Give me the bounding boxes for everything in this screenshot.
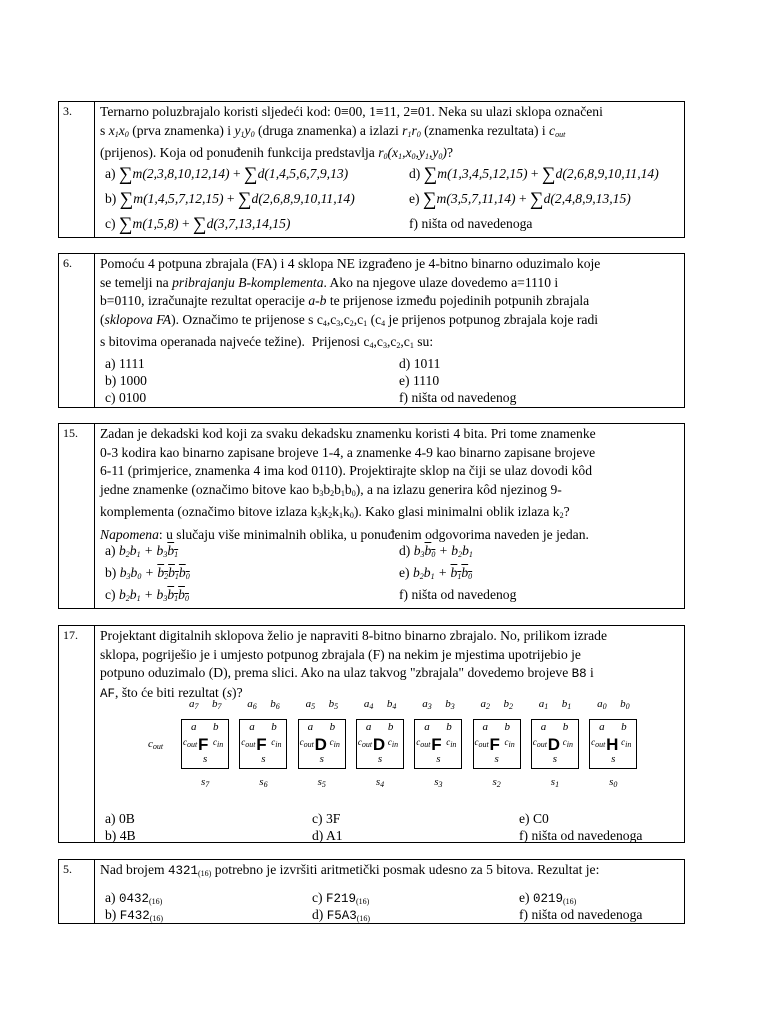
option-d[interactable]: d) 1011 (399, 356, 441, 371)
option-a[interactable]: a) $b_2b_1 + b_3b_1$ (105, 543, 179, 559)
option-b[interactable]: b) 1000 (105, 373, 147, 388)
pin-b2: $b_2$ (503, 698, 513, 711)
text-line: AF, što će biti rezultat (s)? (100, 684, 243, 701)
option-a[interactable]: a) 0B (105, 811, 135, 826)
option-c[interactable]: c) 0100 (105, 390, 147, 405)
option-c[interactable]: c) 3F (312, 811, 341, 826)
pin-a6: $a_6$ (247, 698, 257, 711)
question-5 (58, 859, 685, 924)
pin-b3: $b_3$ (445, 698, 455, 711)
adder-diagram (145, 698, 685, 798)
text-line: b=0110, izračunajte rezultat operacije a-b te prijenose između pojedinih potpunih zbrajala (100, 293, 590, 309)
pin-b7: $b_7$ (212, 698, 222, 711)
block-type-label: F (431, 735, 442, 754)
block-type-label: D (372, 735, 386, 754)
question-text (95, 254, 684, 356)
question-text (95, 626, 684, 703)
adder-block-6: a b $c_{out}$ $c_{in}$ s F (239, 719, 287, 769)
pin-b4: $b_4$ (386, 698, 397, 711)
text-line: se temelji na pribrajanju B-komplementa. Ako na njegove ulaze dovedemo a=1110 i (100, 274, 559, 290)
cout-label: $c_{out}$ (148, 738, 164, 751)
option-e[interactable]: e) 1110 (399, 373, 440, 388)
text-line: Napomena: u slučaju više minimalnih oblika, u ponuđenim odgovorima naveden je jedan. (100, 526, 589, 542)
pin-b0: $b_0$ (620, 698, 630, 711)
option-f[interactable]: f) ništa od navedenoga (519, 907, 643, 922)
text-line: s $x_1x_0$ (prva znamenka) i $y_1y_0$ (druga znamenka) a izlazi $r_1r_0$ (znamenka rezultata) i $c_{out}$ (100, 122, 566, 139)
option-f[interactable]: f) ništa od navedenog (399, 390, 517, 405)
option-a[interactable]: a) 1111 (105, 356, 145, 371)
option-e[interactable]: e) $0219_{(16)}$ (519, 890, 577, 906)
adder-block-4: a b $c_{out}$ $c_{in}$ s D (356, 719, 404, 769)
pin-s6: $s_6$ (259, 776, 268, 789)
pin-a3: $a_3$ (422, 698, 432, 711)
question-number: 5. (59, 860, 95, 923)
block-type-label: H (606, 735, 619, 754)
option-e[interactable]: e) C0 (519, 811, 549, 826)
adder-block-7: a b $c_{out}$ $c_{in}$ s F (181, 719, 229, 769)
text-line: 6-11 (primjerice, znamenka 4 ima kod 0110). Projektirajte sklop na čiji se ulaz dovodi kôd (100, 463, 593, 479)
text-line: Nad brojem $4321_{(16)}$ potrebno je izvršiti aritmetički posmak udesno za 5 bitova. Rezultat je: (100, 862, 600, 878)
question-text (95, 102, 684, 167)
pin-s1: $s_1$ (550, 776, 560, 789)
pin-b6: $b_6$ (270, 698, 280, 711)
pin-s4: $s_4$ (375, 776, 385, 789)
adder-block-0: a b $c_{out}$ $c_{in}$ s H (589, 719, 637, 769)
option-d[interactable]: d) A1 (312, 828, 343, 843)
pin-a7: $a_7$ (189, 698, 199, 711)
pin-s0: $s_0$ (609, 776, 618, 789)
block-type-label: D (547, 735, 561, 754)
question-17 (58, 625, 685, 843)
option-d[interactable]: d) $F5A3_{(16)}$ (312, 907, 371, 923)
adder-block-2: a b $c_{out}$ $c_{in}$ s F (473, 719, 521, 769)
pin-s7: $s_7$ (201, 776, 210, 789)
option-f[interactable]: f) ništa od navedenog (399, 587, 517, 602)
block-type-label: F (198, 735, 209, 754)
text-line: Projektant digitalnih sklopova želio je napraviti 8-bitno binarno zbrajalo. No, prilikom izrade (100, 628, 607, 643)
option-c[interactable]: c) $b_2b_1 + b_3b_1b_0$ (105, 587, 189, 603)
block-type-label: D (314, 735, 327, 754)
option-c[interactable]: c) $F219_{(16)}$ (312, 890, 370, 906)
block-type-label: F (489, 735, 500, 754)
question-number: 6. (59, 254, 95, 407)
option-a[interactable]: a) $0432_{(16)}$ (105, 890, 163, 906)
pin-a2: $a_2$ (480, 698, 490, 711)
question-number: 15. (59, 424, 95, 608)
text-line: 0-3 kodira kao binarno zapisane brojeve 1-4, a znamenke 4-9 kao binarno zapisane brojeve (100, 444, 596, 460)
option-c[interactable]: c) ∑m(1,5,8) + ∑d(3,7,13,14,15) (105, 214, 291, 235)
pin-a4: $a_4$ (363, 698, 374, 711)
text-line: (prijenos). Koja od ponuđenih funkcija predstavlja $r_0(x_1,x_0,y_1,y_0)$? (100, 145, 453, 162)
option-e[interactable]: e) $b_2b_1 + b_1b_0$ (399, 565, 473, 581)
question-6 (58, 253, 685, 408)
block-type-label: F (256, 735, 267, 754)
text-line: s bitovima operanada najveće težine). Prijenosi $c_4,c_3,c_2,c_1$ su: (100, 334, 434, 351)
option-f[interactable]: f) ništa od navedenoga (409, 216, 533, 231)
question-3 (58, 101, 685, 238)
option-f[interactable]: f) ništa od navedenoga (519, 828, 643, 843)
text-line: komplementa (označimo bitove izlaza $k_3k_2k_1k_0$). Kako glasi minimalni oblik izlaza $k_2$? (100, 504, 570, 521)
option-d[interactable]: d) ∑m(1,3,4,5,12,15) + ∑d(2,6,8,9,10,11,14) (409, 164, 659, 185)
option-d[interactable]: d) $b_3b_0 + b_2b_1$ (399, 543, 473, 559)
pin-s2: $s_2$ (492, 776, 501, 789)
pin-a0: $a_0$ (597, 698, 607, 711)
pin-a5: $a_5$ (305, 698, 316, 711)
question-number: 3. (59, 102, 95, 237)
pin-s5: $s_5$ (317, 776, 326, 789)
option-b[interactable]: b) $b_3b_0 + b_2b_1b_0$ (105, 565, 190, 581)
text-line: potpuno oduzimalo (D), prema slici. Ako na ulaz takvog "zbrajala" dovedemo brojeve B8 i (100, 665, 594, 682)
option-b[interactable]: b) $F432_{(16)}$ (105, 907, 164, 923)
text-line: sklopa, pogriješio je i umjesto potpunog zbrajala (F) na nekim je mjestima upotrijebio je (100, 646, 581, 662)
pin-b1: $b_1$ (561, 698, 572, 711)
pin-s3: $s_3$ (434, 776, 443, 789)
question-15 (58, 423, 685, 609)
adder-block-5: a b $c_{out}$ $c_{in}$ s D (298, 719, 346, 769)
option-e[interactable]: e) ∑m(3,5,7,11,14) + ∑d(2,4,8,9,13,15) (409, 189, 631, 210)
adder-block-3: a b $c_{out}$ $c_{in}$ s F (414, 719, 462, 769)
question-text (95, 424, 684, 545)
option-b[interactable]: b) 4B (105, 828, 136, 843)
text-line: Ternarno poluzbrajalo koristi sljedeći kod: 0≡00, 1≡11, 2≡01. Neka su ulazi sklopa označeni (100, 104, 603, 119)
text-line: (sklopova FA). Označimo te prijenose s $c_4,c_3,c_2,c_1$ ($c_4$ je prijenos potpunog zbrajala koje radi (100, 311, 599, 328)
option-a[interactable]: a) ∑m(2,3,8,10,12,14) + ∑d(1,4,5,6,7,9,13) (105, 164, 349, 185)
text-line: Zadan je dekadski kod koji za svaku dekadsku znamenku koristi 4 bita. Pri tome znamenke (100, 426, 596, 441)
pin-b5: $b_5$ (328, 698, 339, 711)
question-text (95, 860, 684, 884)
pin-a1: $a_1$ (538, 698, 549, 711)
text-line: jedne znamenke (označimo bitove kao $b_3b_2b_1b_0$), a na izlazu generira kôd njezinog 9- (100, 481, 562, 498)
adder-block-1: a b $c_{out}$ $c_{in}$ s D (531, 719, 579, 769)
text-line: Pomoću 4 potpuna zbrajala (FA) i 4 sklopa NE izgrađeno je 4-bitno binarno oduzimalo koje (100, 256, 601, 271)
question-number: 17. (59, 626, 95, 842)
option-b[interactable]: b) ∑m(1,4,5,7,12,15) + ∑d(2,6,8,9,10,11,14) (105, 189, 355, 210)
